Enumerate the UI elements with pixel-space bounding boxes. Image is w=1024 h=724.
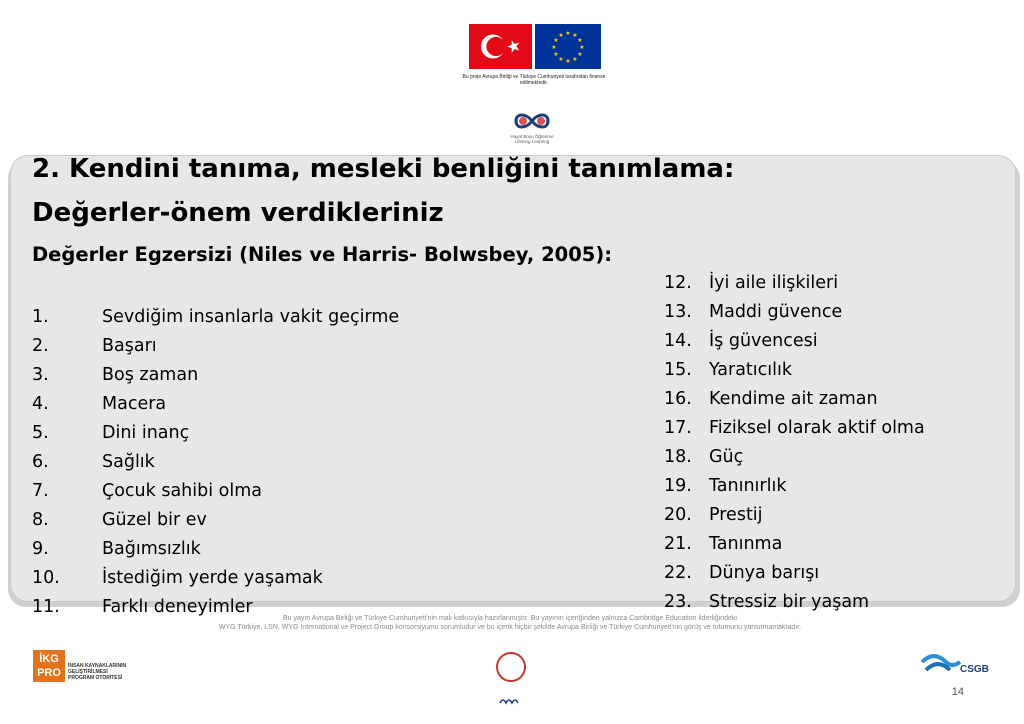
list-item-label: Güç bbox=[709, 447, 744, 467]
list-item-number: 6. bbox=[32, 452, 49, 472]
list-item-number: 8. bbox=[32, 510, 49, 530]
list-item-number: 13. bbox=[664, 302, 692, 322]
exercise-subtitle: Değerler Egzersizi (Niles ve Harris- Bolwsbey, 2005): bbox=[32, 243, 613, 266]
list-item-label: Dini inanç bbox=[102, 423, 190, 443]
list-item-number: 16. bbox=[664, 389, 692, 409]
svg-text:★: ★ bbox=[577, 51, 583, 58]
ikg-pro-caption: İNSAN KAYNAKLARININ GELİŞTİRİLMESİ PROGRAM OTORİTESİ bbox=[68, 663, 127, 681]
list-item-number: 18. bbox=[664, 447, 692, 467]
list-item-label: Kendime ait zaman bbox=[709, 389, 878, 409]
list-item-number: 23. bbox=[664, 592, 692, 612]
list-item-number: 19. bbox=[664, 476, 692, 496]
ministry-education-logo bbox=[496, 652, 526, 682]
csgb-swoosh-icon bbox=[920, 648, 990, 688]
list-item-label: Güzel bir ev bbox=[102, 510, 207, 530]
list-item-label: Maddi güvence bbox=[709, 302, 843, 322]
list-item-label: Fiziksel olarak aktif olma bbox=[709, 418, 925, 438]
list-item-number: 2. bbox=[32, 336, 49, 356]
footer-disclaimer-line2: WYG Türkiye, LSN, WYG International ve Project Group konsorsiyumu sorumludur ve bu içerik hiçbir şekilde Avrupa Birliği ve Türkiye Cumhuriyeti'nin görüş ve tutumunu yansıtmamaktadır. bbox=[218, 624, 802, 631]
list-item-number: 9. bbox=[32, 539, 49, 559]
list-item-number: 1. bbox=[32, 307, 49, 327]
slide-title-line2: Değerler-önem verdikleriniz bbox=[32, 198, 444, 228]
eu-stars-icon bbox=[535, 24, 601, 69]
list-item-label: Tanınırlık bbox=[709, 476, 787, 496]
page-number: 14 bbox=[951, 686, 964, 698]
list-item-label: Yaratıcılık bbox=[709, 360, 792, 380]
list-item-label: Başarı bbox=[102, 336, 157, 356]
svg-text:★: ★ bbox=[572, 32, 578, 39]
list-item-number: 17. bbox=[664, 418, 692, 438]
lifelong-learning-caption: Hayat Boyu Öğrenme Lifelong Learning bbox=[510, 134, 554, 144]
list-item-label: Sevdiğim insanlarla vakit geçirme bbox=[102, 307, 400, 327]
csgb-logo bbox=[920, 648, 990, 688]
list-item-label: Sağlık bbox=[102, 452, 155, 472]
list-item-number: 12. bbox=[664, 273, 692, 293]
list-item-label: İstediğim yerde yaşamak bbox=[102, 568, 323, 588]
infinity-icon bbox=[502, 108, 562, 134]
svg-text:★: ★ bbox=[553, 51, 559, 58]
list-item-label: İyi aile ilişkileri bbox=[709, 273, 839, 293]
list-item-label: Stressiz bir yaşam bbox=[709, 592, 870, 612]
csgb-logo-text: CSGB bbox=[960, 664, 989, 675]
turkey-flag-logo bbox=[469, 24, 532, 69]
svg-text:★: ★ bbox=[553, 37, 559, 44]
list-item-label: Bağımsızlık bbox=[102, 539, 201, 559]
crescent-star-icon bbox=[469, 24, 532, 69]
eu-flag-logo bbox=[535, 24, 601, 69]
list-item-number: 5. bbox=[32, 423, 49, 443]
svg-text:★: ★ bbox=[558, 56, 564, 63]
list-item-number: 20. bbox=[664, 505, 692, 525]
svg-text:★: ★ bbox=[558, 32, 564, 39]
svg-text:★: ★ bbox=[551, 44, 557, 51]
ikg-pro-logo: İKG PRO bbox=[33, 650, 65, 682]
values-list-left bbox=[32, 303, 432, 623]
list-item-label: İş güvencesi bbox=[709, 331, 818, 351]
list-item-number: 14. bbox=[664, 331, 692, 351]
list-item-label: Tanınma bbox=[709, 534, 783, 554]
svg-text:★: ★ bbox=[577, 37, 583, 44]
funding-caption: Bu proje Avrupa Birliği ve Türkiye Cumhuriyeti tarafından finanse edilmektedir. bbox=[462, 74, 606, 86]
list-item-number: 3. bbox=[32, 365, 49, 385]
list-item-number: 7. bbox=[32, 481, 49, 501]
svg-text:★: ★ bbox=[572, 56, 578, 63]
list-item-number: 21. bbox=[664, 534, 692, 554]
svg-text:★: ★ bbox=[565, 58, 571, 65]
list-item-label: Macera bbox=[102, 394, 167, 414]
list-item-label: Prestij bbox=[709, 505, 763, 525]
list-item-number: 15. bbox=[664, 360, 692, 380]
list-item-label: Boş zaman bbox=[102, 365, 199, 385]
svg-text:★: ★ bbox=[579, 44, 585, 51]
slide-title-line1: 2. Kendini tanıma, mesleki benliğini tanımlama: bbox=[32, 154, 735, 184]
footer-disclaimer bbox=[60, 614, 960, 632]
values-list-right bbox=[664, 269, 1004, 619]
list-item-number: 22. bbox=[664, 563, 692, 583]
list-item-number: 10. bbox=[32, 568, 60, 588]
svg-text:★: ★ bbox=[565, 30, 571, 37]
footer-disclaimer-line1: Bu yayın Avrupa Birliği ve Türkiye Cumhuriyeti'nin mali katkısıyla hazırlanmıştır. Bu yayının içeriğinden yalnızca Cambridge Education liderliğindeki bbox=[283, 615, 737, 622]
list-item-number: 11. bbox=[32, 597, 60, 617]
list-item-label: Çocuk sahibi olma bbox=[102, 481, 263, 501]
list-item-label: Dünya barışı bbox=[709, 563, 820, 583]
wave-logo-icon bbox=[498, 697, 524, 705]
list-item-number: 4. bbox=[32, 394, 49, 414]
list-item-label: Farklı deneyimler bbox=[102, 597, 253, 617]
